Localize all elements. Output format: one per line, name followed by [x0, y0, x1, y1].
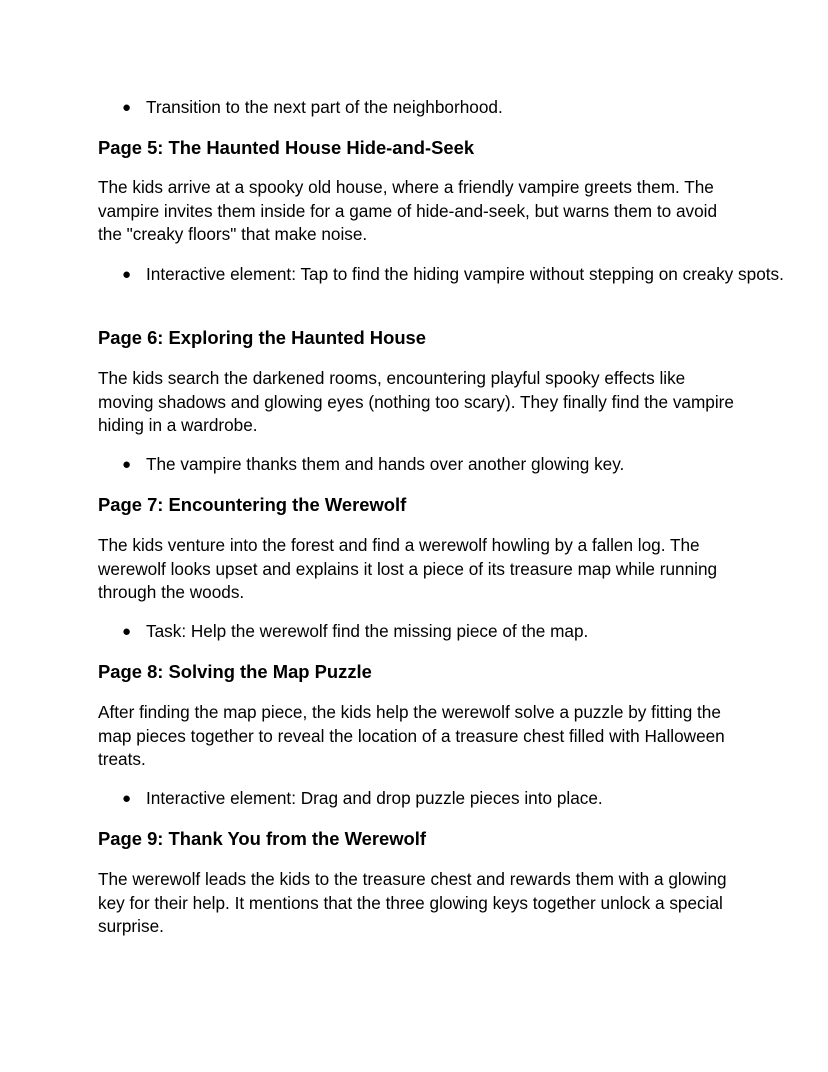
list-item-page-6 — [98, 453, 786, 477]
list-item-page-8 — [98, 787, 786, 811]
section-heading-page-7: Page 7: Encountering the Werewolf — [98, 494, 407, 515]
section-paragraph-page-7: The kids venture into the forest and find a werewolf howling by a fallen log. The werewolf looks upset and explains it lost a piece of its treasure map while running through the woods. — [98, 535, 718, 602]
section-heading-page-9: Page 9: Thank You from the Werewolf — [98, 828, 427, 849]
bullet-text: The vampire thanks them and hands over another glowing key. — [146, 454, 625, 474]
bullet-icon: ● — [122, 456, 132, 473]
section-paragraph-page-8: After finding the map piece, the kids help the werewolf solve a puzzle by fitting the map pieces together to reveal the location of a treasure chest filled with Halloween treats. — [98, 702, 725, 769]
section-heading-page-6: Page 6: Exploring the Haunted House — [98, 327, 427, 348]
section-paragraph-page-9: The werewolf leads the kids to the treasure chest and rewards them with a glowing key for their help. It mentions that the three glowing keys together unlock a special surprise. — [98, 869, 727, 936]
bullet-text: Task: Help the werewolf find the missing piece of the map. — [146, 621, 589, 641]
section-paragraph-page-5: The kids arrive at a spooky old house, where a friendly vampire greets them. The vampire invites them inside for a game of hide-and-seek, but warns them to avoid the "creaky floors" that make noise. — [98, 177, 718, 244]
bullet-icon: ● — [122, 623, 132, 640]
list-item-intro — [98, 96, 786, 120]
list-item-page-5 — [98, 263, 786, 287]
section-heading-page-5: Page 5: The Haunted House Hide-and-Seek — [98, 137, 475, 158]
bullet-icon: ● — [122, 266, 132, 283]
bullet-icon: ● — [122, 790, 132, 807]
bullet-icon: ● — [122, 99, 132, 116]
section-heading-page-8: Page 8: Solving the Map Puzzle — [98, 661, 372, 682]
section-paragraph-page-6: The kids search the darkened rooms, encountering playful spooky effects like moving shadows and glowing eyes (nothing too scary). They finally find the vampire hiding in a wardrobe. — [98, 368, 734, 435]
list-item-page-7 — [98, 620, 786, 644]
bullet-text: Interactive element: Drag and drop puzzle pieces into place. — [146, 788, 603, 808]
bullet-text: Transition to the next part of the neighborhood. — [146, 97, 503, 117]
bullet-text: Interactive element: Tap to find the hiding vampire without stepping on creaky spots. — [146, 264, 784, 284]
